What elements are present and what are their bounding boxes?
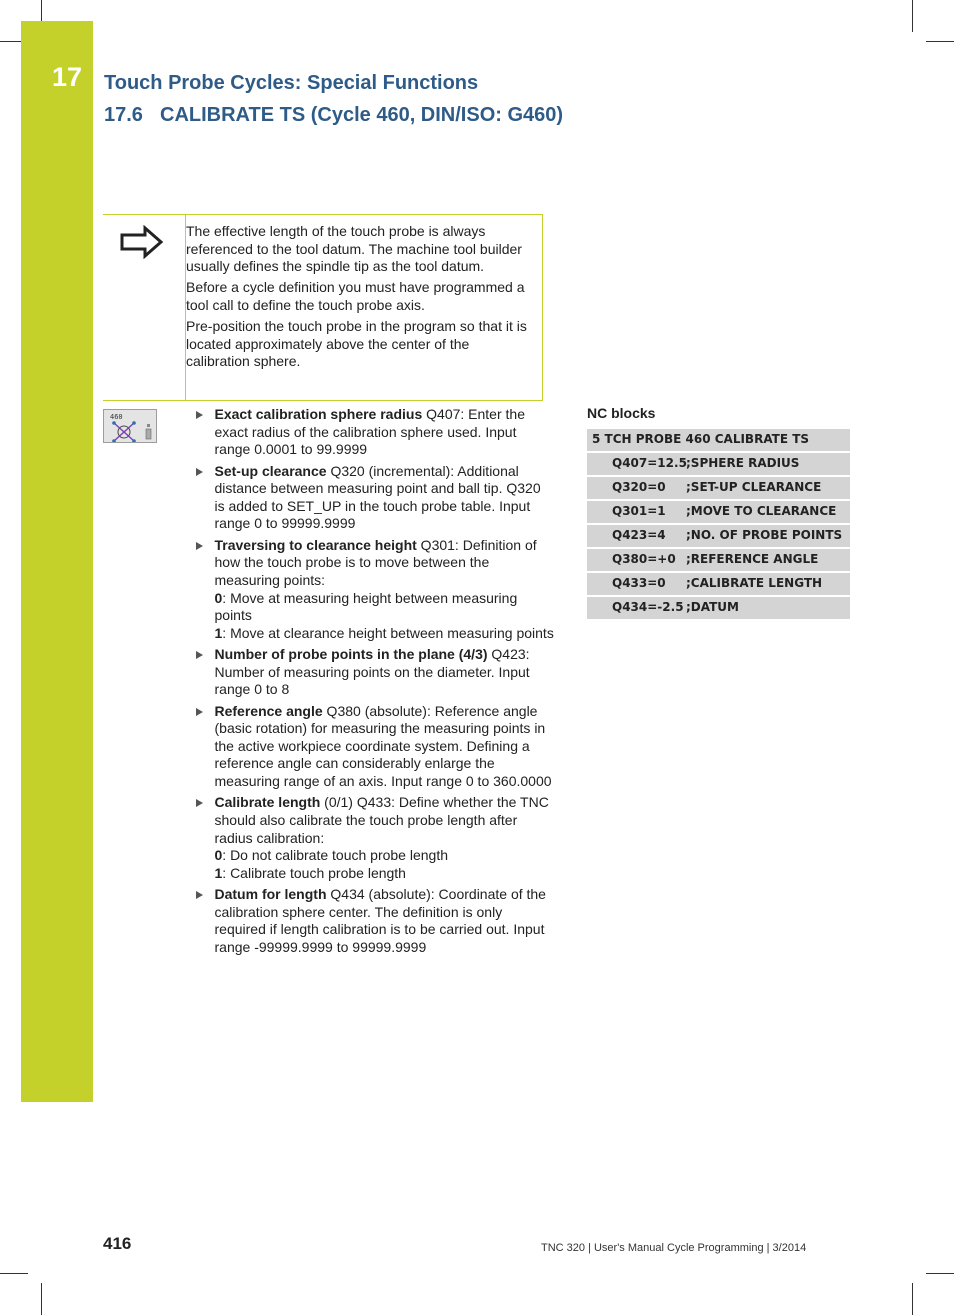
param-name: Exact calibration sphere radius	[214, 406, 423, 422]
note-paragraph: Before a cycle definition you must have programmed a tool call to define the touch probe axis.	[186, 279, 525, 313]
nc-header-text: 5 TCH PROBE 460 CALIBRATE TS	[592, 432, 810, 446]
parameter-list	[196, 406, 554, 960]
nc-comment: ;NO. OF PROBE POINTS	[686, 528, 843, 542]
nc-row	[587, 525, 850, 547]
crop-mark	[0, 41, 22, 42]
nc-comment: ;MOVE TO CLEARANCE	[686, 504, 837, 518]
section-number: 17.6	[104, 104, 143, 126]
crop-mark	[926, 1273, 954, 1274]
note-text	[186, 223, 536, 375]
nc-comment: ;DATUM	[686, 600, 739, 614]
note-paragraph: The effective length of the touch probe is always referenced to the tool datum. The machine tool builder usually defines the spindle tip as the tool datum.	[186, 223, 522, 275]
chapter-sidebar	[21, 21, 93, 1102]
bullet-triangle-icon	[196, 542, 203, 550]
crop-mark	[926, 41, 954, 42]
bullet-triangle-icon	[196, 468, 203, 476]
param-item	[196, 463, 554, 533]
option-key: 0	[214, 589, 223, 606]
nc-param: Q433=0	[612, 576, 666, 590]
cycle-number-label: 460	[110, 413, 123, 421]
param-desc: Q301: Definition of how the touch probe is to move between the measuring points:	[214, 536, 537, 588]
page-number: 416	[103, 1234, 132, 1253]
param-item	[196, 703, 554, 791]
chapter-title: Touch Probe Cycles: Special Functions	[104, 72, 479, 94]
bullet-triangle-icon	[196, 799, 203, 807]
cycle-460-softkey	[103, 409, 157, 443]
chapter-number: 17	[52, 62, 83, 92]
calibration-sphere-icon	[108, 418, 154, 447]
bullet-triangle-icon	[196, 651, 203, 659]
arrow-right-icon	[119, 225, 165, 264]
nc-param: Q423=4	[612, 528, 666, 542]
crop-mark	[912, 1283, 913, 1315]
nc-param: Q380=+0	[612, 552, 676, 566]
section-heading	[104, 104, 563, 127]
param-name: Datum for length	[214, 886, 327, 903]
nc-comment: ;REFERENCE ANGLE	[686, 552, 819, 566]
nc-param: Q301=1	[612, 504, 666, 518]
param-item	[196, 537, 554, 643]
nc-blocks-heading: NC blocks	[587, 405, 656, 421]
param-item	[196, 406, 554, 459]
option-text: : Calibrate touch probe length	[222, 864, 406, 881]
nc-row	[587, 573, 850, 595]
param-name: Set-up clearance	[214, 462, 327, 479]
nc-blocks-table	[587, 429, 850, 621]
option-text: : Move at clearance height between measuring points	[222, 624, 554, 641]
crop-mark	[41, 1283, 42, 1315]
bullet-triangle-icon	[196, 708, 203, 716]
crop-mark	[0, 1273, 28, 1274]
param-desc: Q434 (absolute): Coordinate of the calibration sphere center. The definition is only required if length calibration is to be carried out. Input range -99999.9999 to 99999.9999	[214, 886, 546, 955]
option-key: 1	[214, 864, 223, 881]
nc-param: Q434=-2.5	[612, 600, 684, 614]
param-name: Reference angle	[214, 702, 323, 719]
nc-row	[587, 477, 850, 499]
nc-param: Q320=0	[612, 480, 666, 494]
param-desc: Q423: Number of measuring points on the diameter. Input range 0 to 8	[214, 646, 530, 698]
nc-comment: ;SPHERE RADIUS	[686, 456, 800, 470]
note-paragraph: Pre-position the touch probe in the program so that it is located approximately above the center of the calibration sphere.	[186, 318, 527, 370]
option-key: 0	[214, 847, 223, 864]
param-name: Traversing to clearance height	[214, 536, 417, 553]
nc-row	[587, 501, 850, 523]
footer-text: TNC 320 | User's Manual Cycle Programming | 3/2014	[541, 1242, 807, 1254]
param-name: Calibrate length	[214, 794, 321, 811]
note-box	[103, 214, 543, 401]
nc-comment: ;CALIBRATE LENGTH	[686, 576, 823, 590]
crop-mark	[41, 0, 42, 22]
param-item	[196, 646, 554, 699]
nc-row	[587, 453, 850, 475]
crop-mark	[912, 0, 913, 32]
param-item	[196, 886, 554, 956]
option-text: : Do not calibrate touch probe length	[222, 847, 448, 864]
param-desc: Q407: Enter the exact radius of the calibration sphere used. Input range 0.0001 to 99.9999	[214, 406, 525, 458]
nc-row	[587, 597, 850, 619]
nc-param: Q407=12.5	[612, 456, 687, 470]
option-key: 1	[214, 624, 223, 641]
param-item	[196, 794, 554, 882]
nc-header-row	[587, 429, 850, 451]
param-desc: (0/1) Q433: Define whether the TNC should also calibrate the touch probe length after radius calibration:	[214, 794, 549, 846]
section-title: CALIBRATE TS (Cycle 460, DIN/ISO: G460)	[160, 104, 564, 126]
param-name: Number of probe points in the plane (4/3)	[214, 646, 488, 663]
option-text: : Move at measuring height between measuring points	[214, 589, 518, 624]
bullet-triangle-icon	[196, 891, 203, 899]
param-desc: Q380 (absolute): Reference angle (basic rotation) for measuring the measuring points in the active workpiece coordinate system. Defining a reference angle can considerably enlarge the measuring range of an axis. Input range 0 to 360.0000	[214, 702, 552, 790]
param-desc: Q320 (incremental): Additional distance between measuring point and ball tip. Q320 is added to SET_UP in the touch probe table. Input range 0 to 99999.9999	[214, 462, 541, 532]
nc-comment: ;SET-UP CLEARANCE	[686, 480, 822, 494]
bullet-triangle-icon	[196, 411, 203, 419]
nc-row	[587, 549, 850, 571]
